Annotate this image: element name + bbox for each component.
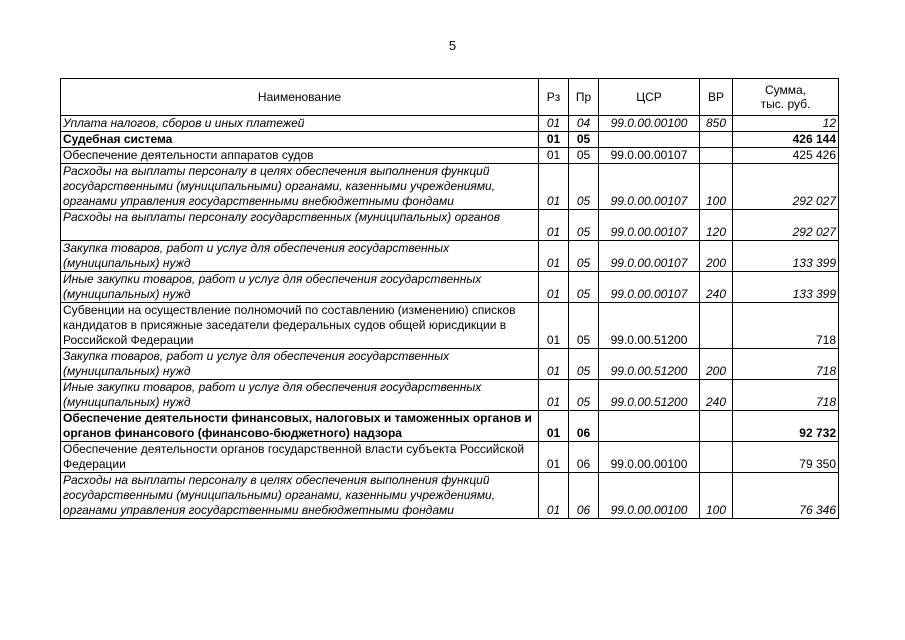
row-pr: 05: [569, 349, 599, 380]
row-csr: 99.0.00.00107: [599, 272, 700, 303]
column-header-rz: Рз: [539, 79, 569, 116]
row-vr: 100: [700, 164, 733, 210]
row-csr: 99.0.00.51200: [599, 303, 700, 349]
table-row: [61, 116, 839, 132]
row-name: Расходы на выплаты персоналу государственных (муниципальных) органов: [61, 210, 539, 241]
row-rz: 01: [539, 411, 569, 442]
row-sum: 292 027: [733, 210, 839, 241]
row-sum: 718: [733, 349, 839, 380]
row-sum: 133 399: [733, 241, 839, 272]
column-header-sum-line2: тыс. руб.: [760, 97, 811, 111]
row-csr: 99.0.00.51200: [599, 349, 700, 380]
row-pr: 06: [569, 473, 599, 519]
row-sum: 426 144: [733, 132, 839, 148]
row-rz: 01: [539, 210, 569, 241]
row-sum: 718: [733, 303, 839, 349]
row-rz: 01: [539, 380, 569, 411]
row-sum: 12: [733, 116, 839, 132]
row-pr: 05: [569, 380, 599, 411]
table-header-row: [61, 79, 839, 116]
row-rz: 01: [539, 473, 569, 519]
row-vr: [700, 132, 733, 148]
row-name: Иные закупки товаров, работ и услуг для обеспечения государственных (муниципальных) нужд: [61, 272, 539, 303]
row-rz: 01: [539, 164, 569, 210]
row-sum: 133 399: [733, 272, 839, 303]
row-pr: 05: [569, 272, 599, 303]
row-vr: 240: [700, 272, 733, 303]
row-csr: 99.0.00.00100: [599, 473, 700, 519]
row-sum: 76 346: [733, 473, 839, 519]
row-name: Уплата налогов, сборов и иных платежей: [61, 116, 539, 132]
table-row: [61, 349, 839, 380]
row-vr: 200: [700, 349, 733, 380]
row-pr: 05: [569, 303, 599, 349]
row-rz: 01: [539, 272, 569, 303]
table-row: [61, 272, 839, 303]
row-rz: 01: [539, 303, 569, 349]
column-header-vr: ВР: [700, 79, 733, 116]
row-rz: 01: [539, 132, 569, 148]
row-vr: [700, 148, 733, 164]
row-name: Закупка товаров, работ и услуг для обеспечения государственных (муниципальных) нужд: [61, 241, 539, 272]
row-pr: 05: [569, 241, 599, 272]
row-name: Субвенции на осуществление полномочий по составлению (изменению) списков кандидатов в присяжные заседатели федеральных судов общей юрисдикции в Российской Федерации: [61, 303, 539, 349]
row-pr: 05: [569, 148, 599, 164]
row-csr: 99.0.00.00107: [599, 210, 700, 241]
row-sum: 292 027: [733, 164, 839, 210]
row-rz: 01: [539, 241, 569, 272]
table-row: [61, 303, 839, 349]
row-name: Судебная система: [61, 132, 539, 148]
row-pr: 05: [569, 132, 599, 148]
column-header-sum: [733, 79, 839, 116]
row-pr: 05: [569, 164, 599, 210]
table-row: [61, 473, 839, 519]
table-row: [61, 380, 839, 411]
row-vr: 200: [700, 241, 733, 272]
row-csr: 99.0.00.51200: [599, 380, 700, 411]
budget-table: [60, 78, 839, 519]
row-name: Обеспечение деятельности финансовых, налоговых и таможенных органов и органов финансового (финансово-бюджетного) надзора: [61, 411, 539, 442]
row-vr: [700, 442, 733, 473]
page-number: 5: [448, 38, 457, 53]
row-rz: 01: [539, 116, 569, 132]
row-rz: 01: [539, 442, 569, 473]
row-csr: 99.0.00.00107: [599, 241, 700, 272]
table-row: [61, 132, 839, 148]
row-sum: 425 426: [733, 148, 839, 164]
row-csr: 99.0.00.00100: [599, 116, 700, 132]
table-row: [61, 241, 839, 272]
row-name: Расходы на выплаты персоналу в целях обеспечения выполнения функций государственными (муниципальными) органами, казенными учреждениями, органами управления государственными внебюджетными фондами: [61, 473, 539, 519]
row-name: Закупка товаров, работ и услуг для обеспечения государственных (муниципальных) нужд: [61, 349, 539, 380]
row-vr: 120: [700, 210, 733, 241]
table-row: [61, 210, 839, 241]
row-vr: [700, 411, 733, 442]
row-pr: 04: [569, 116, 599, 132]
row-rz: 01: [539, 148, 569, 164]
column-header-name: Наименование: [61, 79, 539, 116]
table-row: [61, 164, 839, 210]
row-pr: 06: [569, 411, 599, 442]
row-csr: [599, 132, 700, 148]
row-rz: 01: [539, 349, 569, 380]
row-name: Обеспечение деятельности аппаратов судов: [61, 148, 539, 164]
table-row: [61, 148, 839, 164]
row-name: Иные закупки товаров, работ и услуг для обеспечения государственных (муниципальных) нужд: [61, 380, 539, 411]
column-header-csr: ЦСР: [599, 79, 700, 116]
row-pr: 06: [569, 442, 599, 473]
row-sum: 79 350: [733, 442, 839, 473]
row-vr: 100: [700, 473, 733, 519]
row-csr: [599, 411, 700, 442]
table-row: [61, 442, 839, 473]
row-pr: 05: [569, 210, 599, 241]
column-header-sum-line1: Сумма,: [764, 83, 807, 97]
row-sum: 92 732: [733, 411, 839, 442]
table-row: [61, 411, 839, 442]
row-vr: 240: [700, 380, 733, 411]
row-csr: 99.0.00.00100: [599, 442, 700, 473]
row-vr: 850: [700, 116, 733, 132]
row-csr: 99.0.00.00107: [599, 164, 700, 210]
row-vr: [700, 303, 733, 349]
row-csr: 99.0.00.00107: [599, 148, 700, 164]
column-header-pr: Пр: [569, 79, 599, 116]
row-name: Обеспечение деятельности органов государственной власти субъекта Российской Федерации: [61, 442, 539, 473]
row-name: Расходы на выплаты персоналу в целях обеспечения выполнения функций государственными (муниципальными) органами, казенными учреждениями, органами управления государственными внебюджетными фондами: [61, 164, 539, 210]
row-sum: 718: [733, 380, 839, 411]
